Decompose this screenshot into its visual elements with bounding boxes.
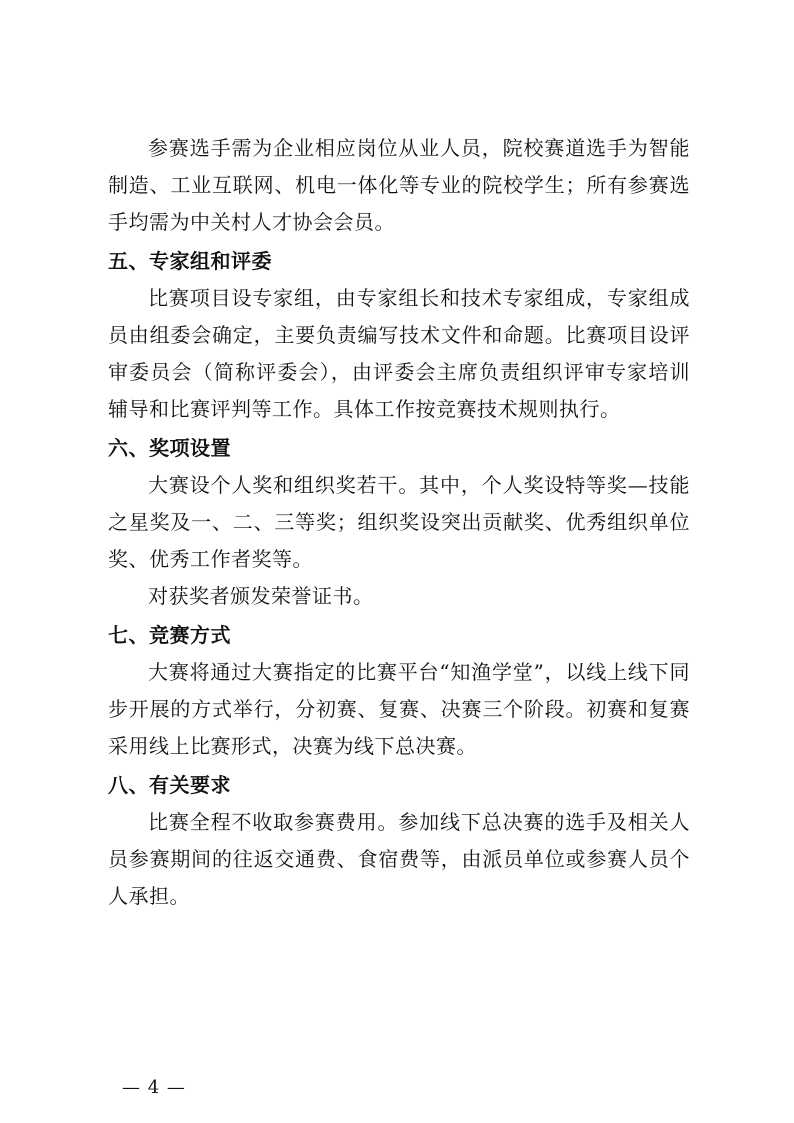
section-5-heading: 五、专家组和评委 <box>108 249 272 273</box>
intro-paragraph: 参赛选手需为企业相应岗位从业人员，院校赛道选手为智能制造、工业互联网、机电一体化等专业的院校学生；所有参赛选手均需为中关村人才协会会员。 <box>108 136 690 234</box>
section-8-paragraph: 比赛全程不收取参赛费用。参加线下总决赛的选手及相关人员参赛期间的往返交通费、食宿费等，由派员单位或参赛人员个人承担。 <box>108 810 690 908</box>
section-6-heading: 六、奖项设置 <box>108 436 231 460</box>
document-body <box>108 130 690 915</box>
page-number: — 4 — <box>122 1077 186 1098</box>
section-6-paragraph-1: 大赛设个人奖和组织奖若干。其中，个人奖设特等奖—技能之星奖及一、二、三等奖；组织奖设突出贡献奖、优秀组织单位奖、优秀工作者奖等。 <box>108 473 690 571</box>
section-6-paragraph-2: 对获奖者颁发荣誉证书。 <box>148 584 374 608</box>
section-7-paragraph: 大赛将通过大赛指定的比赛平台“知渔学堂”，以线上线下同步开展的方式举行，分初赛、复赛、决赛三个阶段。初赛和复赛采用线上比赛形式，决赛为线下总决赛。 <box>108 660 690 758</box>
section-8-heading: 八、有关要求 <box>108 773 231 797</box>
section-5-paragraph: 比赛项目设专家组，由专家组长和技术专家组成，专家组成员由组委会确定，主要负责编写技术文件和命题。比赛项目设评审委员会（简称评委会），由评委会主席负责组织评审专家培训辅导和比赛评判等工作。具体工作按竞赛技术规则执行。 <box>108 286 690 421</box>
section-7-heading: 七、竞赛方式 <box>108 623 231 647</box>
